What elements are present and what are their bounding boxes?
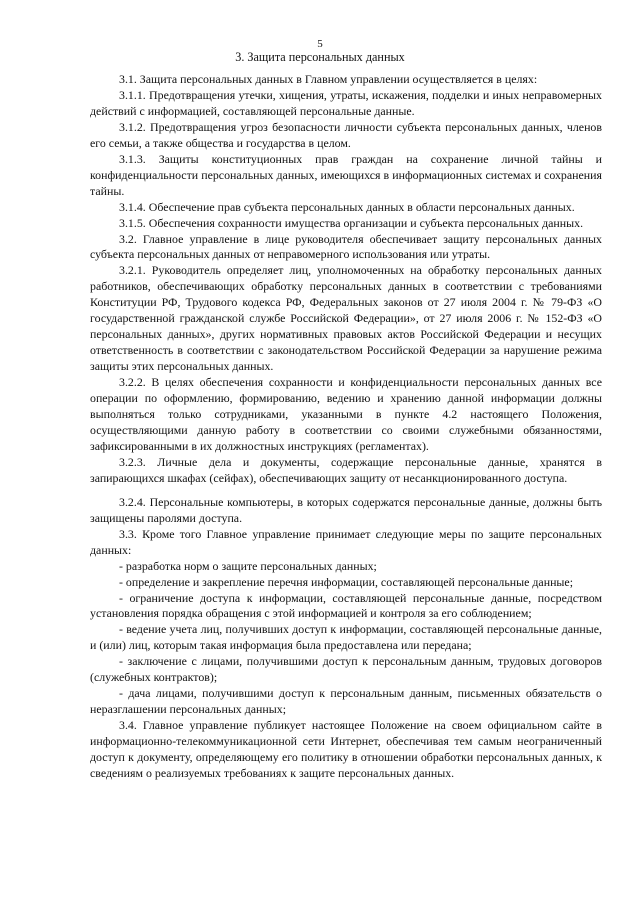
paragraph-3-2-3: 3.2.3. Личные дела и документы, содержащие персональные данные, хранятся в запирающихся шкафах (сейфах), обеспечивающих защиту от несанкционированного доступа. xyxy=(90,454,602,485)
paragraph-3-1-2: 3.1.2. Предотвращения угроз безопасности личности субъекта персональных данных, членов его семьи, а также общества и государства в целом. xyxy=(90,119,602,150)
paragraph-3-2-4: 3.2.4. Персональные компьютеры, в которых содержатся персональные данные, должны быть защищены паролями доступа. xyxy=(90,494,602,525)
list-item: - ограничение доступа к информации, составляющей персональные данные, посредством установления порядка обращения с этой информацией и контроля за его соблюдением; xyxy=(90,590,602,621)
list-item: - дача лицами, получившими доступ к персональным данным, письменных обязательств о неразглашении персональных данных; xyxy=(90,686,602,717)
paragraph-3-3: 3.3. Кроме того Главное управление принимает следующие меры по защите персональных данных: xyxy=(90,526,602,557)
paragraph-3-1-5: 3.1.5. Обеспечения сохранности имущества организации и субъекта персональных данных. xyxy=(119,215,584,230)
paragraph-3-1-4: 3.1.4. Обеспечение прав субъекта персональных данных в области персональных данных. xyxy=(119,199,575,214)
list-item: - определение и закрепление перечня информации, составляющей персональные данные; xyxy=(119,574,574,589)
section-title: 3. Защита персональных данных xyxy=(235,50,405,64)
paragraph-3-1: 3.1. Защита персональных данных в Главном управлении осуществляется в целях: xyxy=(119,72,538,86)
list-item: - ведение учета лиц, получивших доступ к информации, составляющей персональные данные, и (или) лиц, которым такая информация была предоставлена или передана; xyxy=(90,622,602,653)
paragraph-3-1-3: 3.1.3. Защиты конституционных прав граждан на сохранение личной тайны и конфиденциальности персональных данных, имеющихся в информационных системах и сохранения тайны. xyxy=(90,151,602,198)
paragraph-3-2-2: 3.2.2. В целях обеспечения сохранности и конфиденциальности персональных данных все операции по оформлению, формированию, ведению и хранению данной информации должны выполняться только сотрудниками, указанными в пункте 4.2 настоящего Положения, осуществляющими данную работу в соответствии со своими служебными обязанностями, зафиксированными в их должностных инструкциях (регламентах). xyxy=(90,375,602,453)
paragraph-3-1-1: 3.1.1. Предотвращения утечки, хищения, утраты, искажения, подделки и иных неправомерных действий с информацией, составляющей персональные данные. xyxy=(90,87,602,118)
paragraph-3-4: 3.4. Главное управление публикует настоящее Положение на своем официальном сайте в информационно-телекоммуникационной сети Интернет, обеспечивая тем самым неограниченный доступ к документу, определяющему его политику в отношении обработки персональных данных, к сведениям о реализуемых требованиях к защите персональных данных. xyxy=(90,718,602,780)
page-number: 5 xyxy=(317,38,323,50)
list-item: - разработка норм о защите персональных данных; xyxy=(119,558,377,573)
section-body xyxy=(90,72,602,782)
list-item: - заключение с лицами, получившими доступ к персональным данным, трудовых договоров (служебных контрактов); xyxy=(90,654,602,685)
paragraph-3-2-1: 3.2.1. Руководитель определяет лиц, уполномоченных на обработку персональных данных работников, обеспечивающих обработку персональных данных в соответствии с требованиями Конституции РФ, Трудового кодекса РФ, Федеральных законов от 27 июля 2004 г. № 79-ФЗ «О государственной гражданской службе Российской Федерации», от 27 июля 2006 г. № 152-ФЗ «О персональных данных», других нормативных правовых актов Российской Федерации и несущих ответственность в соответствии с законодательством Российской Федерации за нарушение режима защиты этих персональных данных. xyxy=(90,263,602,374)
paragraph-3-2: 3.2. Главное управление в лице руководителя обеспечивает защиту персональных данных субъекта персональных данных от неправомерного использования или утраты. xyxy=(90,231,602,262)
